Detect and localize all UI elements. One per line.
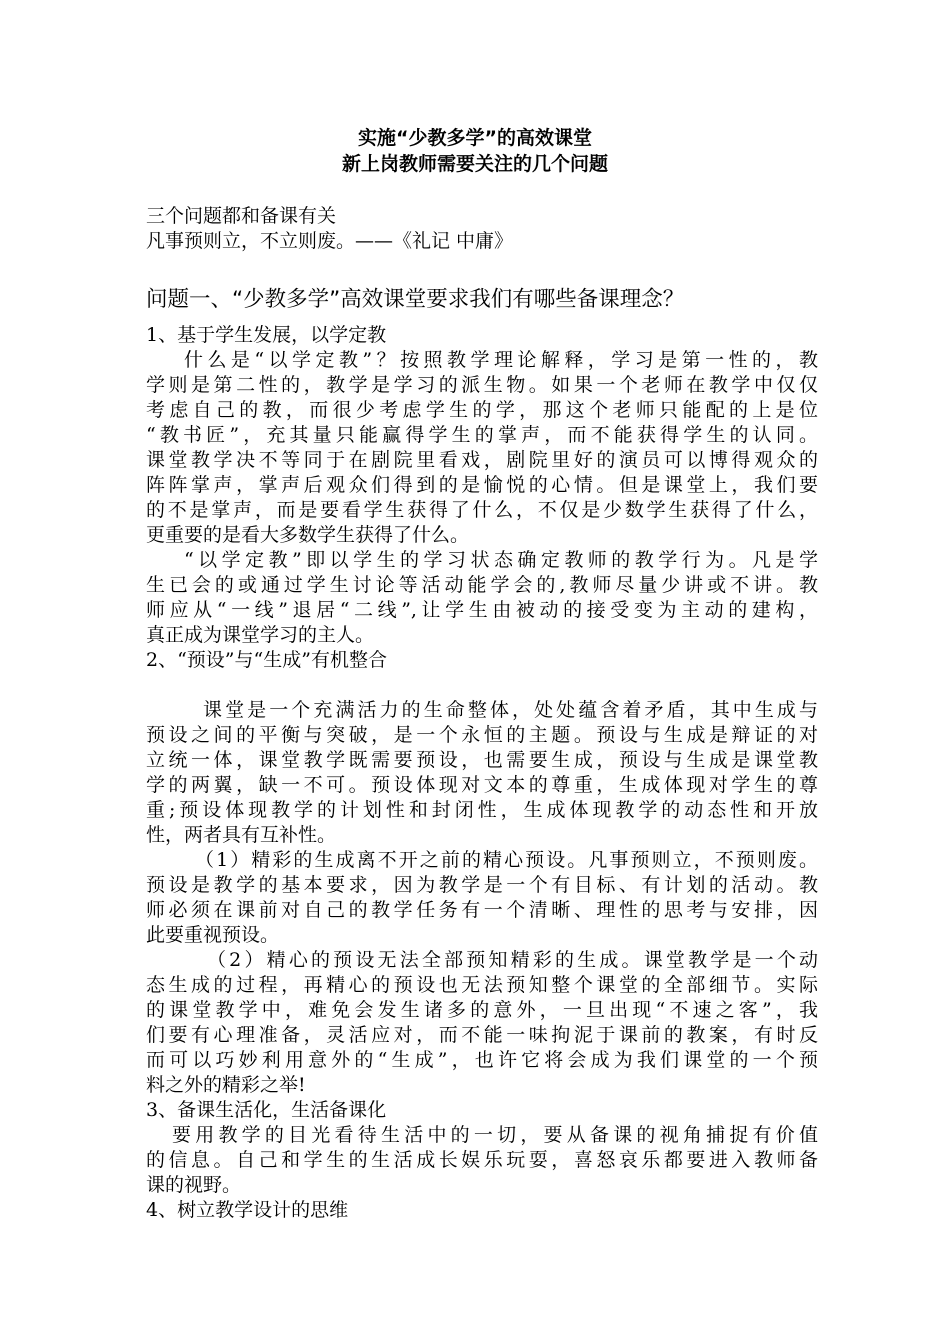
paragraph-line: 学的两翼，缺一不可。预设体现对文本的尊重，生成体现对学生的尊 [146, 774, 818, 796]
paragraph-line: 的课堂教学中，难免会发生诸多的意外，一旦出现“不速之客”，我 [146, 999, 818, 1021]
paragraph-line: （2）精心的预设无法全部预知精彩的生成。课堂教学是一个动 [207, 949, 818, 971]
paragraph-line: 要用教学的目光看待生活中的一切，要从备课的视角捕捉有价值 [172, 1124, 818, 1146]
paragraph-line: 预设是教学的基本要求，因为教学是一个有目标、有计划的活动。教 [146, 874, 818, 896]
paragraph-line: 考虑自己的教，而很少考虑学生的学，那这个老师只能配的上是位 [146, 399, 818, 421]
paragraph-line: “教书匠”，充其量只能赢得学生的掌声，而不能获得学生的认同。 [146, 424, 818, 446]
paragraph-line: 课的视野。 [146, 1174, 242, 1196]
paragraph-line: 态生成的过程，再精心的预设也无法预知整个课堂的全部细节。实际 [146, 974, 818, 996]
paragraph-line: 而可以巧妙利用意外的“生成”，也许它将会成为我们课堂的一个预 [146, 1049, 818, 1071]
intro-quote: 凡事预则立，不立则废。——《礼记 中庸》 [146, 230, 514, 252]
paragraph-line: 师应从“一线”退居“二线”,让学生由被动的接受变为主动的建构， [146, 599, 818, 621]
paragraph-line: 的信息。自己和学生的生活成长娱乐玩耍，喜怒哀乐都要进入教师备 [146, 1149, 818, 1171]
paragraph-line: 什么是“以学定教”？按照教学理论解释，学习是第一性的，教 [184, 349, 818, 371]
paragraph-line: 师必须在课前对自己的教学任务有一个清晰、理性的思考与安排，因 [146, 899, 818, 921]
paragraph-line: 性，两者具有互补性。 [146, 824, 337, 846]
paragraph-line: 立统一体，课堂教学既需要预设，也需要生成，预设与生成是课堂教 [146, 749, 818, 771]
section-title: 2、“预设”与“生成”有机整合 [146, 649, 387, 671]
intro-line: 三个问题都和备课有关 [146, 205, 337, 227]
paragraph-line: 课堂是一个充满活力的生命整体，处处蕴含着矛盾，其中生成与 [203, 699, 818, 721]
paragraph-line: 重;预设体现教学的计划性和封闭性，生成体现教学的动态性和开放 [146, 799, 818, 821]
paragraph-line: （1）精彩的生成离不开之前的精心预设。凡事预则立，不预则废。 [195, 849, 818, 871]
paragraph-line: 真正成为课堂学习的主人。 [146, 624, 375, 646]
paragraph-line: 预设之间的平衡与突破，是一个永恒的主题。预设与生成是辩证的对 [146, 724, 818, 746]
question-heading: 问题一、“少教多学”高效课堂要求我们有哪些备课理念？ [146, 287, 685, 312]
paragraph-line: 更重要的是看大多数学生获得了什么。 [146, 524, 470, 546]
paragraph-line: 的不是掌声，而是要看学生获得了什么，不仅是少数学生获得了什么， [146, 499, 818, 521]
paragraph-line: 们要有心理准备，灵活应对，而不能一味拘泥于课前的教案，有时反 [146, 1024, 818, 1046]
document-title: 实施“少教多学”的高效课堂 [358, 127, 592, 149]
paragraph-line: 此要重视预设。 [146, 924, 280, 946]
section-title: 3、备课生活化，生活备课化 [146, 1099, 387, 1121]
document-subtitle: 新上岗教师需要关注的几个问题 [341, 153, 608, 175]
paragraph-line: 学则是第二性的，教学是学习的派生物。如果一个老师在教学中仅仅 [146, 374, 818, 396]
paragraph-line: “以学定教”即以学生的学习状态确定教师的教学行为。凡是学 [184, 549, 818, 571]
paragraph-line: 料之外的精彩之举! [146, 1074, 306, 1096]
paragraph-line: 生已会的或通过学生讨论等活动能学会的,教师尽量少讲或不讲。教 [146, 574, 818, 596]
paragraph-line: 阵阵掌声，掌声后观众们得到的是愉悦的心情。但是课堂上，我们要 [146, 474, 818, 496]
section-title: 4、树立教学设计的思维 [146, 1199, 349, 1221]
section-title: 1、基于学生发展，以学定教 [146, 324, 387, 346]
paragraph-line: 课堂教学决不等同于在剧院里看戏，剧院里好的演员可以博得观众的 [146, 449, 818, 471]
